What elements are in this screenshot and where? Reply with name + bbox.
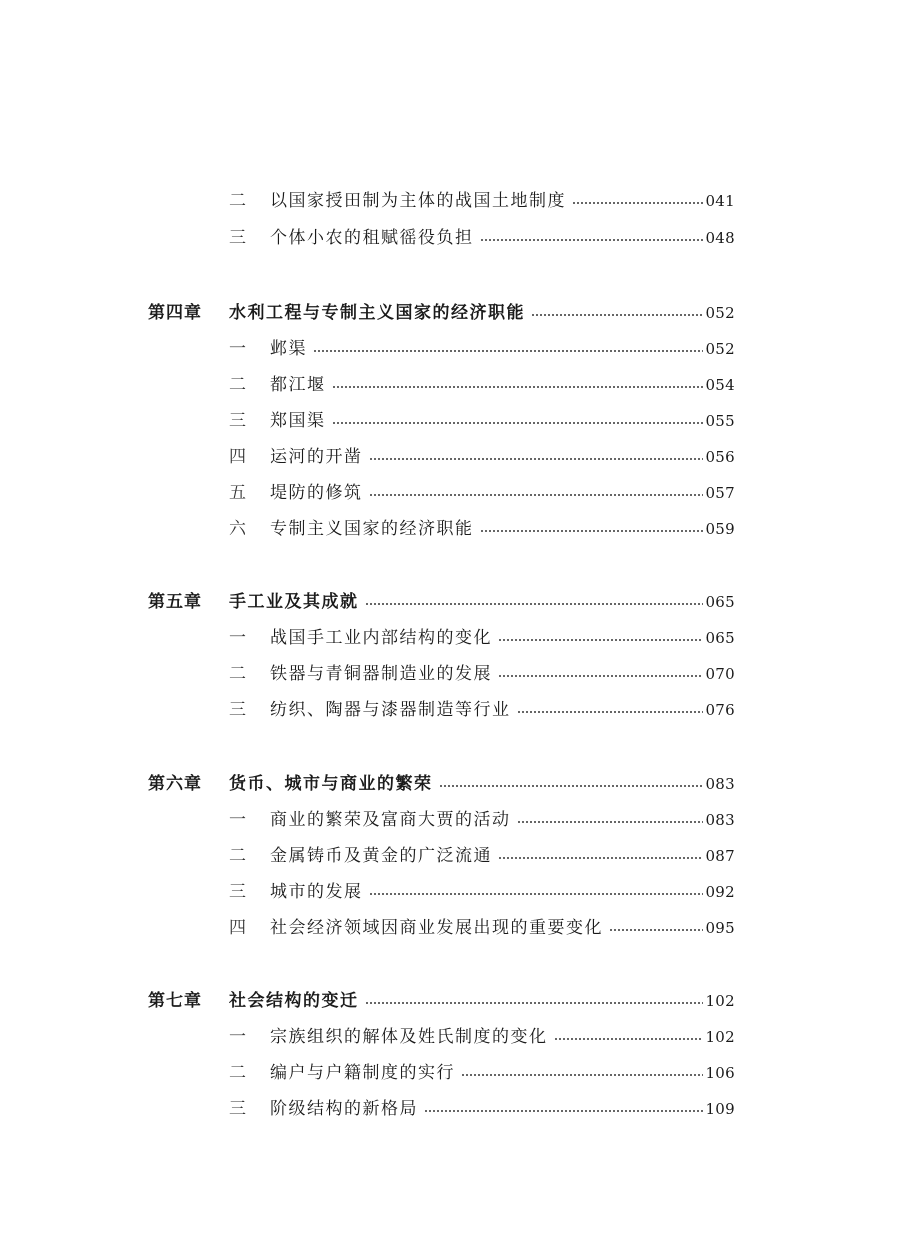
toc-line [270,841,735,866]
toc-line [270,223,735,248]
toc-section-entry [0,621,900,649]
toc-line [270,913,735,938]
section-title: 社会经济领域因商业发展出现的重要变化 [270,917,603,938]
toc-chapter-entry [0,585,900,613]
toc-section-entry [0,803,900,831]
section-title: 郑国渠 [270,410,326,431]
section-title: 编户与户籍制度的实行 [270,1062,455,1083]
section-number: 六 [229,518,246,539]
toc-section-entry [0,657,900,685]
section-title: 阶级结构的新格局 [270,1098,418,1119]
page-number: 102 [705,1027,735,1046]
toc-section-entry [0,693,900,721]
toc-line [229,986,735,1011]
page-number: 048 [705,228,735,247]
toc-line [270,805,735,830]
page-number: 109 [705,1099,735,1118]
dot-leader [424,1110,703,1112]
toc-chapter-entry [0,296,900,324]
toc-section-entry [0,512,900,540]
page-number: 056 [705,447,735,466]
toc-line [270,1022,735,1047]
dot-leader [365,603,704,605]
section-number: 三 [229,1098,246,1119]
toc-section-entry [0,839,900,867]
page-number: 041 [705,191,735,210]
page-number: 054 [705,375,735,394]
toc-chapter-entry [0,984,900,1012]
page-number: 065 [705,592,735,611]
dot-leader [554,1038,704,1040]
dot-leader [313,350,703,352]
section-title: 宗族组织的解体及姓氏制度的变化 [270,1026,548,1047]
section-number: 一 [229,809,246,830]
chapter-label: 第四章 [148,302,202,323]
section-title: 金属铸币及黄金的广泛流通 [270,845,492,866]
section-title: 铁器与青铜器制造业的发展 [270,663,492,684]
section-title: 以国家授田制为主体的战国土地制度 [270,190,566,211]
toc-section-entry [0,332,900,360]
toc-line [270,442,735,467]
section-number: 一 [229,1026,246,1047]
section-number: 四 [229,446,246,467]
toc-section-entry [0,476,900,504]
toc-section-entry [0,404,900,432]
section-title: 都江堰 [270,374,326,395]
dot-leader [531,314,703,316]
page-number: 106 [705,1063,735,1082]
dot-leader [498,857,703,859]
chapter-title: 社会结构的变迁 [229,990,359,1011]
toc-section-entry [0,221,900,249]
section-title: 运河的开凿 [270,446,363,467]
toc-section-entry [0,1020,900,1048]
section-number: 二 [229,190,246,211]
dot-leader [480,239,704,241]
toc-line [270,1058,735,1083]
section-number: 一 [229,627,246,648]
section-number: 二 [229,663,246,684]
page-number: 052 [705,339,735,358]
toc-section-entry [0,440,900,468]
page-number: 092 [705,882,735,901]
toc-line [270,877,735,902]
section-title: 纺织、陶器与漆器制造等行业 [270,699,511,720]
section-number: 一 [229,338,246,359]
chapter-label: 第五章 [148,591,202,612]
page-number: 059 [705,519,735,538]
dot-leader [369,893,704,895]
dot-leader [609,929,703,931]
section-number: 二 [229,374,246,395]
dot-leader [461,1074,703,1076]
dot-leader [439,785,704,787]
toc-line [229,587,735,612]
section-number: 三 [229,410,246,431]
section-number: 三 [229,699,246,720]
dot-leader [517,711,704,713]
page-number: 087 [705,846,735,865]
section-number: 三 [229,227,246,248]
chapter-title: 手工业及其成就 [229,591,359,612]
section-title: 个体小农的租赋徭役负担 [270,227,474,248]
page-number: 057 [705,483,735,502]
section-title: 专制主义国家的经济职能 [270,518,474,539]
page-number: 095 [705,918,735,937]
page-number: 083 [705,810,735,829]
toc-line [229,769,735,794]
dot-leader [332,386,704,388]
section-number: 三 [229,881,246,902]
toc-line [270,370,735,395]
dot-leader [480,530,704,532]
toc-line [270,1094,735,1119]
dot-leader [498,639,703,641]
section-number: 二 [229,845,246,866]
section-title: 城市的发展 [270,881,363,902]
chapter-title: 水利工程与专制主义国家的经济职能 [229,302,525,323]
page-number: 070 [705,664,735,683]
toc-section-entry [0,368,900,396]
toc-line [270,514,735,539]
section-number: 二 [229,1062,246,1083]
toc-section-entry [0,184,900,212]
section-number: 四 [229,917,246,938]
dot-leader [498,675,703,677]
page-number: 083 [705,774,735,793]
toc-section-entry [0,911,900,939]
page-number: 065 [705,628,735,647]
dot-leader [517,821,704,823]
chapter-label: 第七章 [148,990,202,1011]
chapter-title: 货币、城市与商业的繁荣 [229,773,433,794]
page-number: 055 [705,411,735,430]
section-number: 五 [229,482,246,503]
section-title: 堤防的修筑 [270,482,363,503]
section-title: 战国手工业内部结构的变化 [270,627,492,648]
toc-line [270,406,735,431]
dot-leader [369,458,704,460]
toc-line [270,186,735,211]
toc-line [270,334,735,359]
toc-line [270,478,735,503]
toc-section-entry [0,1092,900,1120]
page-number: 052 [705,303,735,322]
chapter-label: 第六章 [148,773,202,794]
section-title: 邺渠 [270,338,307,359]
dot-leader [369,494,704,496]
toc-line [270,695,735,720]
toc-line [270,659,735,684]
dot-leader [365,1002,704,1004]
toc-line [229,298,735,323]
page-number: 076 [705,700,735,719]
toc-chapter-entry [0,767,900,795]
toc-section-entry [0,1056,900,1084]
toc-section-entry [0,875,900,903]
page-number: 102 [705,991,735,1010]
dot-leader [332,422,704,424]
toc-line [270,623,735,648]
dot-leader [572,202,703,204]
section-title: 商业的繁荣及富商大贾的活动 [270,809,511,830]
